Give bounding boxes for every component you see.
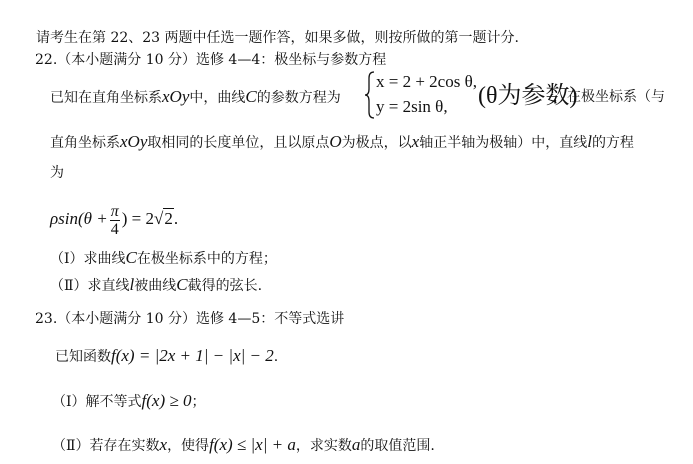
q23-part2 [52,435,435,456]
q22-stem-end: ，在极坐标系（与 [553,89,665,105]
q23-part1-end: ； [191,394,206,410]
q22-var-xoy-2: xOy [120,132,148,151]
q22-sqrt-value: 2 [164,209,173,228]
q22-line2-end: 的方程 [591,135,634,151]
q22-stem-line2 [50,132,634,153]
q22-stem-mid: 中，曲线 [189,90,246,106]
q22-part1-curve: C [125,248,137,267]
q22-part1 [50,248,277,269]
q23-part1-ineq: f(x) ≥ 0 [141,391,192,410]
q22-part2-label: （Ⅱ）求直线 [50,278,130,294]
q23-part1 [52,391,205,412]
q22-stem-line1 [50,87,341,108]
q22-eq-rhs: ) = 2 [121,209,154,228]
q22-frac-num: π [110,202,119,220]
q22-x-axis-var: x [411,132,420,151]
sqrt-icon: √ [154,209,164,228]
q22-stem-param: 的参数方程为 [256,90,341,106]
q22-part2-line: l [129,275,135,294]
q23-part2-mid2: ，求实数 [295,438,352,454]
q22-line3: 为 [50,165,64,181]
q22-eq-dot: . [173,209,179,228]
left-brace-icon [364,70,376,120]
q23-part2-end: 的取值范围. [360,438,435,454]
q23-stem [55,346,278,367]
q22-line2-start: 直角坐标系 [50,135,120,151]
q22-part2-curve: C [176,275,188,294]
q23-part2-a: a [351,435,361,454]
q23-stem-dot: . [273,349,279,365]
q22-var-xoy: xOy [162,87,190,106]
q22-theta-note: (θ为参数) [478,83,578,109]
q23-part2-mid: ，使得 [167,438,210,454]
q22-origin-o: O [329,132,342,151]
q23-part1-label: （Ⅰ）解不等式 [52,394,142,410]
q22-part2-mid: 被曲线 [134,278,177,294]
q22-line2-mid: 取相同的长度单位，且以原点 [147,135,330,151]
q22-eq-y: y = 2sin θ, [376,97,448,116]
q22-polar-equation [50,202,178,238]
q22-part1-label: （Ⅰ）求曲线 [50,251,126,267]
q22-eq-x: x = 2 + 2cos θ, [376,72,477,91]
q22-frac-den: 4 [110,220,119,238]
q22-eq-rho: ρsin(θ + [50,209,108,228]
q22-header: 22.（本小题满分 10 分）选修 4—4：极坐标与参数方程 [35,52,387,68]
q22-line2-axis: 轴正半轴为极轴）中，直线 [419,135,588,151]
section-instruction: 请考生在第 22、23 两题中任选一题作答，如果多做，则按所做的第一题计分. [36,30,519,46]
q22-part2-end: 截得的弦长. [187,278,263,294]
q23-part2-x: x [159,435,168,454]
q22-fraction-pi-4 [110,203,120,238]
q23-stem-intro: 已知函数 [55,349,111,365]
q22-part2 [50,275,262,296]
q23-fx: f(x) = |2x + 1| − |x| − 2 [111,346,274,365]
q23-part2-ineq: f(x) ≤ |x| + a [209,435,296,454]
q22-line2-pole: 为极点，以 [341,135,412,151]
q22-part1-end: 在极坐标系中的方程； [136,251,277,267]
q22-stem-intro: 已知在直角坐标系 [50,90,162,106]
q23-header: 23.（本小题满分 10 分）选修 4—5：不等式选讲 [35,311,345,327]
q22-curve-c: C [245,87,257,106]
q22-line-l: l [587,132,592,151]
q23-part2-label: （Ⅱ）若存在实数 [52,438,160,454]
